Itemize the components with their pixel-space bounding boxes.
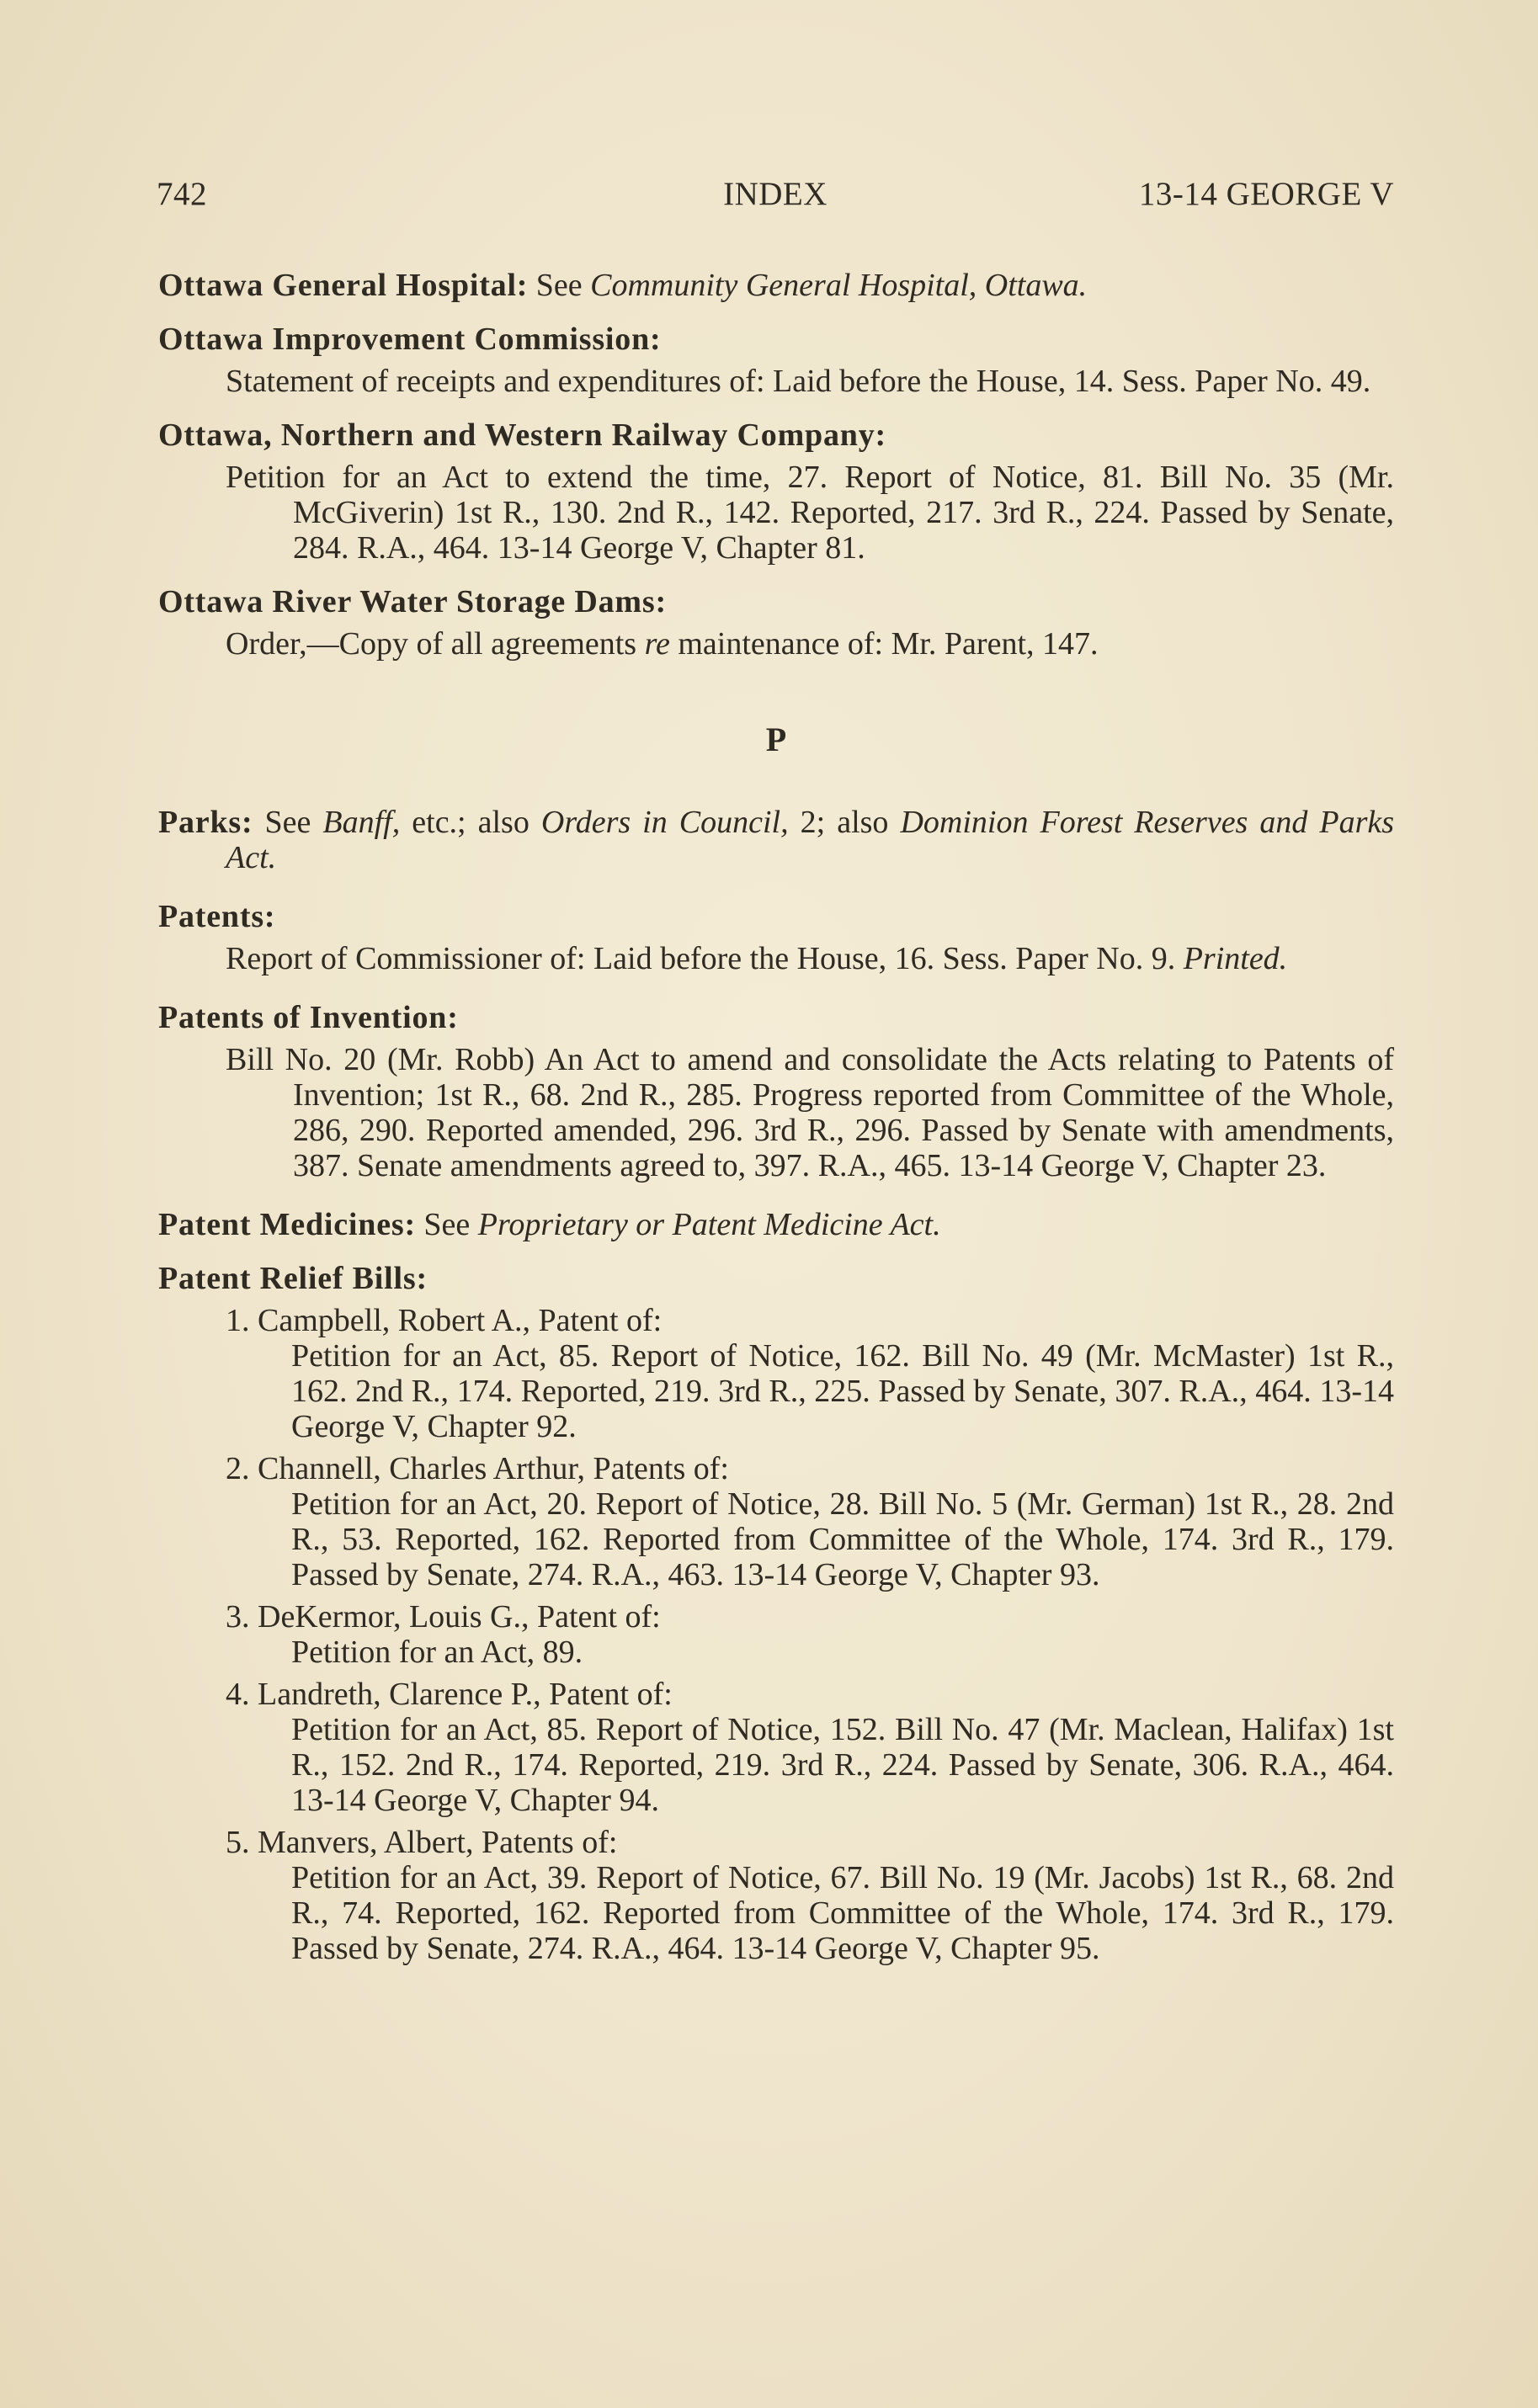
entry-text-part: etc.; also xyxy=(412,805,530,840)
list-item-label: 1. Campbell, Robert A., Patent of: xyxy=(226,1303,663,1338)
list-item xyxy=(158,1451,1394,1592)
entry-text-part: Report of Commissioner of: Laid before the House, 16. Sess. Paper No. 9. xyxy=(226,941,1176,976)
printed-note: Printed. xyxy=(1183,941,1288,976)
index-entry-ottawa-general-hospital xyxy=(158,268,1394,303)
list-item xyxy=(158,1677,1394,1818)
cross-reference: Proprietary or Patent Medicine Act. xyxy=(477,1207,941,1242)
list-item-text: Petition for an Act, 89. xyxy=(291,1635,583,1670)
entry-text-part: Order,—Copy of all agreements xyxy=(226,626,637,662)
index-body xyxy=(158,268,1394,1985)
entry-text: Bill No. 20 (Mr. Robb) An Act to amend and consolidate the Acts relating to Patents of Invention; 1st R., 68. 2nd R., 285. Progress reported from Committee of the Whole, 286, 290. Reported amended, 296. 3rd R., 296. Passed by Senate with amendments, 387. Senate amendments agreed to, 397. R.A., 465. 13-14 George V, Chapter 23. xyxy=(226,1042,1394,1183)
page-title: INDEX xyxy=(723,176,828,212)
entry-heading: Ottawa River Water Storage Dams: xyxy=(158,584,667,619)
list-item-text: Petition for an Act, 85. Report of Notice, 152. Bill No. 47 (Mr. Maclean, Halifax) 1st R., 152. 2nd R., 174. Reported, 219. 3rd R., 224. Passed by Senate, 306. R.A., 464. 13-14 George V, Chapter 94. xyxy=(291,1712,1394,1818)
cross-reference: Banff, xyxy=(322,805,401,840)
index-entry-parks xyxy=(158,805,1394,875)
list-item-text: Petition for an Act, 39. Report of Notice, 67. Bill No. 19 (Mr. Jacobs) 1st R., 68. 2nd R., 74. Reported, 162. Reported from Committee of the Whole, 174. 3rd R., 179. Passed by Senate, 274. R.A., 464. 13-14 George V, Chapter 95. xyxy=(291,1860,1394,1966)
section-letter: P xyxy=(765,720,787,758)
entry-text-part: maintenance of: Mr. Parent, 147. xyxy=(678,626,1099,662)
entry-text: Petition for an Act to extend the time, 27. Report of Notice, 81. Bill No. 35 (Mr. McGiverin) 1st R., 130. 2nd R., 142. Reported, 217. 3rd R., 224. Passed by Senate, 284. R.A., 464. 13-14 George V, Chapter 81. xyxy=(226,460,1394,566)
entry-text-part: 2; also xyxy=(800,805,889,840)
entry-heading: Ottawa Improvement Commission: xyxy=(158,322,662,357)
entry-text-italic: re xyxy=(644,626,670,662)
index-entry-ottawa-northern-western-railway xyxy=(158,417,1394,566)
list-item-label: 2. Channell, Charles Arthur, Patents of: xyxy=(226,1451,729,1486)
entry-heading: Patent Relief Bills: xyxy=(158,1261,428,1296)
entry-text xyxy=(158,626,1394,662)
see-label: See xyxy=(264,805,311,840)
list-item xyxy=(158,1303,1394,1444)
entry-text xyxy=(158,941,1394,976)
index-entry-patents xyxy=(158,899,1394,976)
list-item-label: 3. DeKermor, Louis G., Patent of: xyxy=(226,1599,661,1635)
index-entry-ottawa-improvement-commission xyxy=(158,322,1394,399)
list-item xyxy=(158,1599,1394,1670)
entry-text: Statement of receipts and expenditures of: Laid before the House, 14. Sess. Paper No. 49. xyxy=(226,364,1371,399)
see-label: See xyxy=(423,1207,471,1242)
entry-heading: Ottawa, Northern and Western Railway Company: xyxy=(158,417,886,453)
index-entry-patent-relief-bills xyxy=(158,1261,1394,1966)
entry-heading: Patents of Invention: xyxy=(158,1000,459,1035)
entry-heading: Patents: xyxy=(158,899,276,934)
entry-heading: Ottawa General Hospital: xyxy=(158,268,529,303)
list-item-text: Petition for an Act, 20. Report of Notice, 28. Bill No. 5 (Mr. German) 1st R., 28. 2nd R., 53. Reported, 162. Reported from Committee of the Whole, 174. 3rd R., 179. Passed by Senate, 274. R.A., 463. 13-14 George V, Chapter 93. xyxy=(291,1486,1394,1592)
list-item-label: 5. Manvers, Albert, Patents of: xyxy=(226,1825,618,1860)
cross-reference: Orders in Council, xyxy=(540,805,789,840)
see-label: See xyxy=(535,268,583,303)
entry-heading: Patent Medicines: xyxy=(158,1207,416,1242)
index-entry-patents-of-invention xyxy=(158,1000,1394,1183)
page-number: 742 xyxy=(157,176,207,212)
reign-label: 13-14 GEORGE V xyxy=(1138,176,1394,212)
entry-heading: Parks: xyxy=(158,805,253,840)
cross-reference: Dominion Forest Reserves and Parks Act. xyxy=(226,805,1395,875)
list-item xyxy=(158,1825,1394,1966)
cross-reference: Community General Hospital, Ottawa. xyxy=(590,268,1088,303)
index-entry-patent-medicines xyxy=(158,1207,1394,1242)
index-entry-ottawa-river-water-storage-dams xyxy=(158,584,1394,662)
list-item-text: Petition for an Act, 85. Report of Notice, 162. Bill No. 49 (Mr. McMaster) 1st R., 162. 2nd R., 174. Reported, 219. 3rd R., 225. Passed by Senate, 307. R.A., 464. 13-14 George V, Chapter 92. xyxy=(291,1338,1394,1444)
list-item-label: 4. Landreth, Clarence P., Patent of: xyxy=(226,1677,673,1712)
